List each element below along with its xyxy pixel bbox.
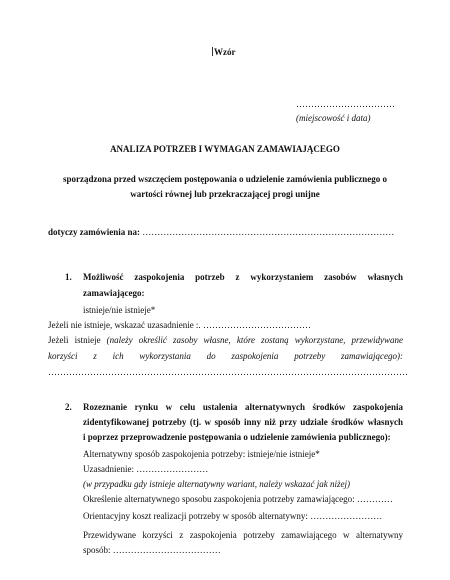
section2-note: (w przypadku gdy istnieje alternatywny wariant, należy wskazać jak niżej) <box>83 479 350 489</box>
form-marker-label: Wzór <box>214 47 236 57</box>
section2-justification-dots: …………………… <box>136 464 209 474</box>
section2-cost-line <box>83 511 382 522</box>
document-subtitle-line1: sporządzona przed wszczęciem postępowania o udzielenie zamówienia publicznego o <box>63 174 387 184</box>
section1-if-exists-note-line2: korzyści z ich wykorzystania do zaspokojenia potrzeby zamawiającego): <box>48 351 403 361</box>
section1-if-exists-note-line1: (należy określić zasoby własne, które zostaną wykorzystane, przewidywane <box>106 335 404 345</box>
section2-number: 2. <box>65 402 72 412</box>
section2-justification-label: Uzasadnienie: <box>83 464 134 474</box>
form-marker <box>212 47 236 58</box>
section1-if-not-dots: ……………………………… <box>202 320 311 330</box>
section2-definition-label: Określenie alternatywnego sposobu zaspokojenia potrzeby zamawiającego: <box>83 494 355 504</box>
section1-heading-line2: zamawiającego: <box>83 288 145 298</box>
section2-benefits-line1: Przewidywane korzyści z zaspokojenia potrzeby zamawiającego w alternatywny <box>83 530 403 540</box>
section2-heading-line1: Rozeznanie rynku w celu ustalenia alternatywnych środków zaspokojenia <box>83 402 403 412</box>
section1-number: 1. <box>65 272 72 282</box>
order-line <box>48 227 394 238</box>
order-label: dotyczy zamówienia na: <box>48 227 140 237</box>
section2-definition-line <box>83 494 393 505</box>
section1-if-exists-line1 <box>48 335 403 346</box>
place-date-dots: …………………………… <box>296 99 395 109</box>
place-date-label: (miejscowość i data) <box>296 113 371 123</box>
section1-dots-line: ………………………………………………………………………………………………………… <box>48 367 408 377</box>
section2-benefits-dots: ……………………………… <box>112 545 221 555</box>
section2-cost-dots: …………………… <box>310 511 383 521</box>
order-dots: ………………………………………………………………………… <box>142 227 395 237</box>
section1-if-not-label: Jeżeli nie istnieje, wskazać uzasadnienie :. <box>48 320 201 330</box>
text-cursor <box>212 47 213 56</box>
section2-heading-line2: zidentyfikowanej potrzeby (tj. w sposób inny niż przy udziale środków własnych <box>83 417 403 427</box>
section1-exists: istnieje/nie istnieje* <box>83 305 156 315</box>
document-title: ANALIZA POTRZEB I WYMAGAN ZAMAWIAJĄCEGO <box>110 144 340 154</box>
section2-alt-label: Alternatywny sposób zaspokojenia potrzeby: istnieje/nie istnieje* <box>83 449 320 459</box>
section2-cost-label: Orientacyjny koszt realizacji potrzeby w sposób alternatywny: <box>83 511 308 521</box>
section2-benefits-line2 <box>83 545 221 556</box>
section1-if-exists-label: Jeżeli istnieje <box>48 335 101 345</box>
section1-heading-line1: Możliwość zaspokojenia potrzeb z wykorzystaniem zasobów własnych <box>83 272 403 282</box>
section2-heading-line3: i poprzez przeprowadzenie postępowania o udzielenie zamówienia publicznego): <box>83 432 391 442</box>
section2-justification-line <box>83 464 208 475</box>
section1-if-not-line <box>48 320 311 331</box>
section2-definition-dots: ………… <box>356 494 393 504</box>
document-subtitle-line2: wartości równej lub przekraczającej progi unijne <box>130 189 320 199</box>
section2-benefits-label: sposób: <box>83 545 111 555</box>
